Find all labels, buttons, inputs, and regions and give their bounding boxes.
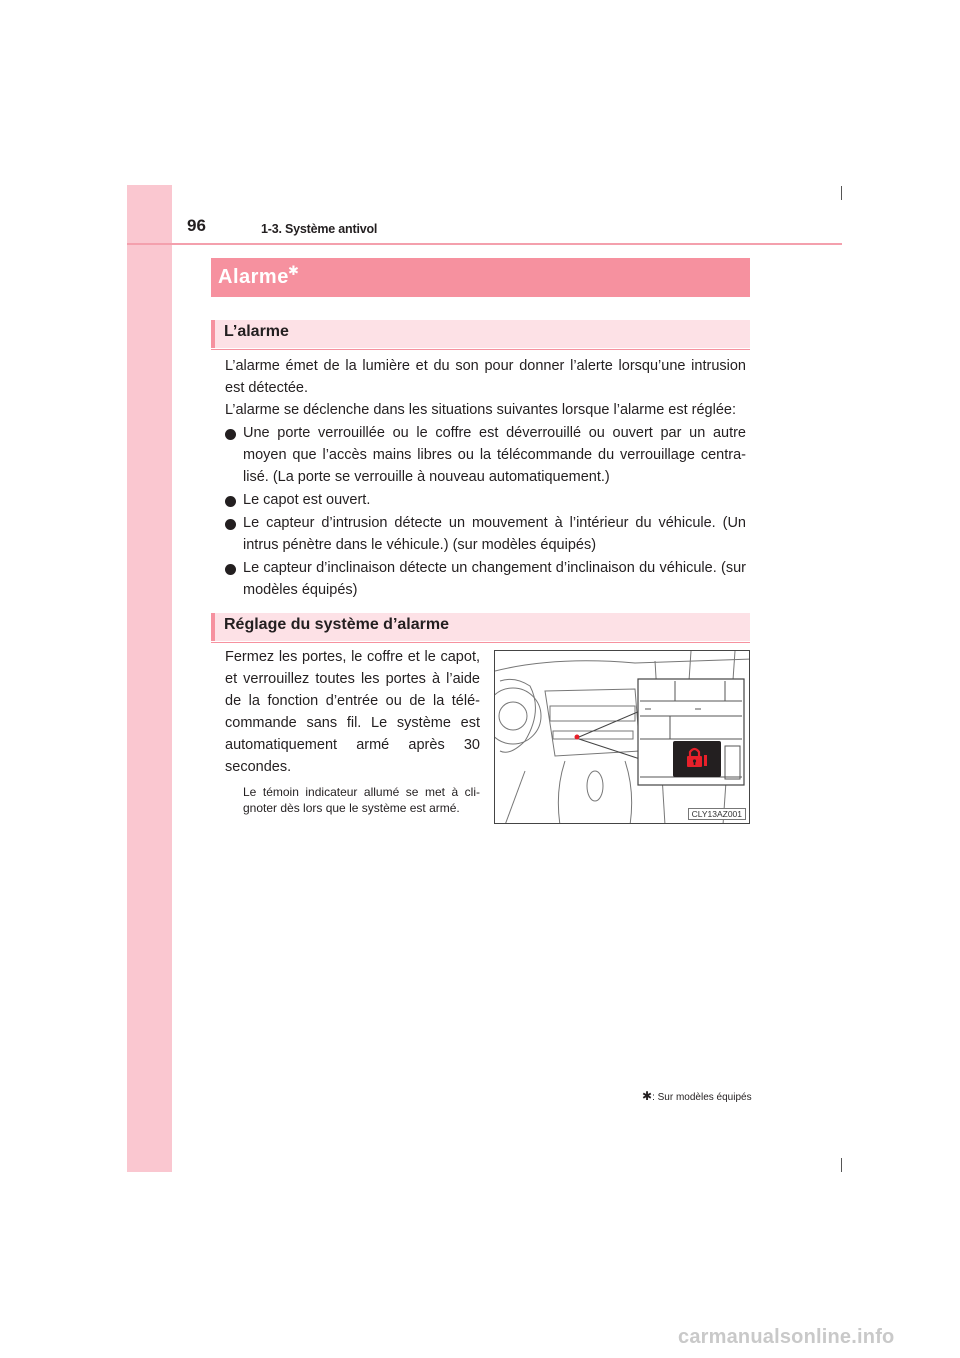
footnote-text: : Sur modèles équipés [652,1092,752,1103]
conditions-paragraph: L’alarme se déclenche dans les situations suivantes lorsque l’alarme est réglée: [225,402,737,418]
subheading-alarm-setting [211,613,750,641]
bullet-dot [225,496,236,507]
bullet-item [225,489,746,511]
crop-mark [841,186,842,200]
bullet-dot [225,519,236,530]
lock-icon [673,741,721,777]
asterisk-marker: ✱ [288,263,299,278]
running-header: 1-3. Système antivol [261,222,378,236]
figure-code: CLY13AZ001 [688,808,746,820]
watermark: carmanualsonline.info [678,1326,895,1348]
bullet-text: Une porte verrouillée ou le coffre est déverrouillé ou ouvert par un autre moyen que l’accès mains libres ou la télécommande du verrouillage centra-lisé. (La porte se verrouille à nouveau automatiquement.) [243,425,746,485]
crop-mark [841,1158,842,1172]
subheading-text: Réglage du système d’alarme [224,616,449,633]
bullet-dot [225,564,236,575]
section-title: Alarme [218,266,289,288]
footnote-marker: ✱ [642,1089,653,1103]
side-band [127,185,172,1172]
bullet-item [225,512,746,556]
footnote [642,1089,752,1103]
dashboard-lock-indicator [575,735,580,740]
indicator-note: Le témoin indicateur allumé se met à cli-gnoter dès lors que le système est armé. [243,785,480,815]
dashboard-illustration [494,650,750,824]
page-number: 96 [187,216,206,235]
bullet-text: Le capteur d’inclinaison détecte un changement d’inclinaison du véhicule. (sur modèles équipés) [243,560,746,598]
intro-paragraph: L’alarme émet de la lumière et du son pour donner l’alerte lorsqu’une intrusion est détectée. [225,358,746,396]
dashboard-drawing [495,651,750,824]
bullet-dot [225,429,236,440]
header-rule [127,243,842,245]
bullet-item [225,557,746,601]
bullet-text: Le capot est ouvert. [243,492,371,508]
setting-paragraph: Fermez les portes, le coffre et le capot, et verrouillez toutes les portes à l’aide de la fonction d’entrée ou de la télé-commande sans fil. Le système est automatiquement armé après 30 secondes. [225,649,480,775]
alarm-indicator-panel [673,741,721,777]
subheading-text: L’alarme [224,323,289,340]
subheading-alarm [211,320,750,348]
bullet-text: Le capteur d’intrusion détecte un mouvement à l’intérieur du véhicule. (Un intrus pénètre dans le véhicule.) (sur modèles équipés) [243,515,746,553]
bullet-item [225,422,746,488]
